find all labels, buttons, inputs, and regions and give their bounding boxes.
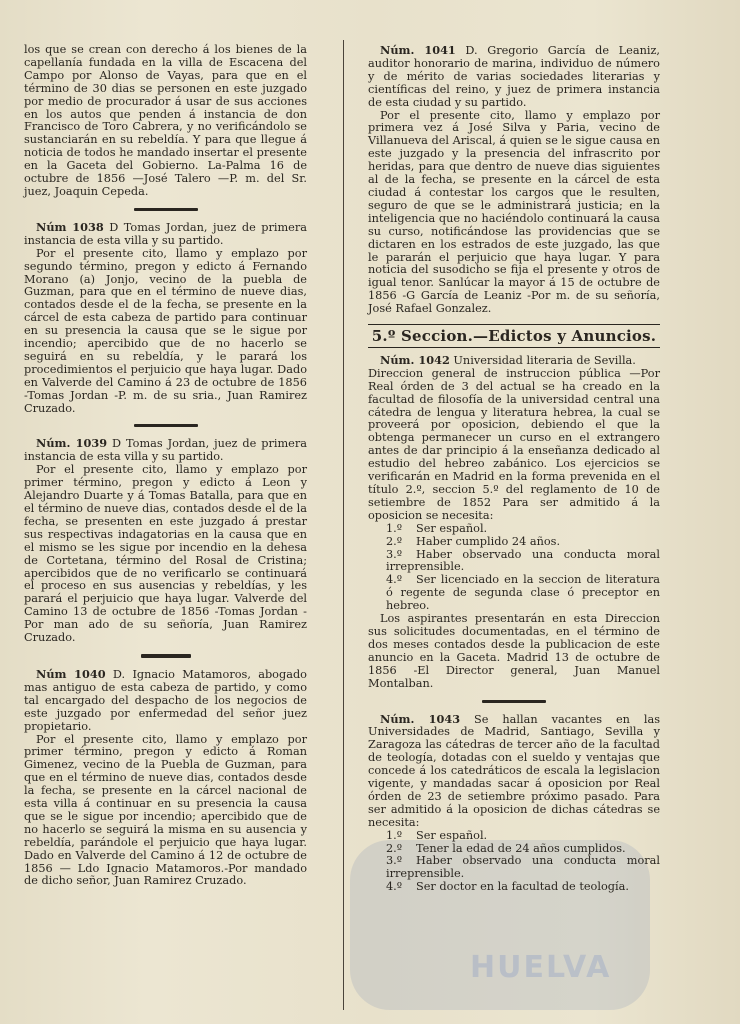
notice-1038: [24, 221, 307, 416]
separator-rule: [134, 424, 198, 427]
requirements-list: [368, 523, 660, 613]
notice-1041: [368, 44, 660, 316]
right-column: [368, 44, 660, 896]
notice-heading: D Tomas Jordan, juez de primera instancia de esta villa y su partido.: [24, 437, 307, 464]
notice-1042: [368, 354, 660, 691]
notice-1040: [24, 668, 307, 888]
separator-rule: [134, 208, 198, 211]
column-divider: [343, 40, 344, 1010]
list-item: 2.º Tener la edad de 24 años cumplidos.: [386, 841, 626, 855]
list-item: 3.º Haber observado una conducta moral irreprensible.: [386, 547, 660, 574]
notice-closing: Los aspirantes presentarán en esta Direccion sus solicitudes documentadas, en el término de dos meses contados desde la publicacion de este anuncio en la Gaceta. Madrid 13 de octubre de 1856 -El Director general, Juan Manuel Montalban.: [368, 612, 660, 690]
section-title: 5.º Seccion.—Edictos y Anuncios.: [368, 324, 660, 348]
notice-number: Núm. 1041: [380, 43, 456, 57]
notice-body: Se hallan vacantes en las Universidades de Madrid, Santiago, Sevilla y Zaragoza las cátedras de tercer año de la facultad de teología, dotadas con el sueldo y ventajas que concede á los catedráticos de escala la legislacion vigente, y mandadas sacar á oposicion por Real órden de 23 de setiembre próximo pasado. Para ser admitido á la oposicion de dichas cátedras se necesita:: [368, 712, 660, 829]
list-item: 2.º Haber cumplido 24 años.: [386, 534, 561, 548]
notice-body: Por el presente cito, llamo y emplazo por primer término, pregon y edicto á Roman Gimenez, vecino de la Puebla de Guzman, para que en el término de nueve dias, contados desde la fecha, se presente en la cárcel nacional de esta villa á continuar en su presencia la causa que se le sigue por incendio; apercibido que de no hacerlo se seguirá la misma en su ausencia y rebeldía, parándole el perjuicio que haya lugar. Dado en Valverde del Camino á 12 de octubre de 1856 — Ldo Ignacio Matamoros.-Por mandado de dicho señor, Juan Ramirez Cruzado.: [24, 732, 307, 888]
notice-number: Núm 1040: [36, 666, 106, 681]
notice-number: Núm. 1042: [380, 352, 450, 367]
separator-rule: [141, 654, 191, 658]
continued-notice: los que se crean con derecho á los bienes de la capellanía fundada en la villa de Escacena del Campo por Alonso de Vayas, para que en el término de 30 dias se personen en este juzgado por medio de procurador á usar de sus acciones en los autos que penden á instancia de don Francisco de Toro Cabrera, y no verificándolo se sustanciarán en su rebeldía. Y para que llegue á noticia de todos he mandado insertar el presente en la Gaceta del Gobierno. La-Palma 16 de octubre de 1856 —José Talero —P. m. del Sr. juez, Joaquin Cepeda.: [24, 43, 307, 198]
list-item: 1.º Ser español.: [386, 828, 488, 842]
notice-number: Núm. 1039: [36, 436, 108, 451]
notice-number: Núm 1038: [36, 219, 104, 234]
list-item: 4.º Ser licenciado en la seccion de literatura ó regente de segunda clase ó preceptor en hebreo.: [386, 573, 660, 613]
watermark-text: HUELVA: [470, 950, 612, 985]
separator-rule: [482, 700, 546, 703]
notice-heading: Universidad literaria de Sevilla.: [449, 353, 636, 367]
left-column: [24, 44, 307, 890]
notice-body: Por el presente cito, llamo y emplazo por segundo término, pregon y edicto á Fernando Morano (a) Jonjo, vecino de la puebla de Guzman, para que en el término de nueve dias, contados desde el de la fecha, se presente en la cárcel de esta cabeza de partido para continuar en su presencia la causa que se le sigue por incendio; apercibido que de no hacerlo se seguirá en su rebeldía, y le parará los procedimientos el perjuicio que haya lugar. Dado en Valverde del Camino á 23 de octubre de 1856 -Tomas Jordan -P. m. de su sria., Juan Ramirez Cruzado.: [24, 246, 307, 415]
notice-heading: D. Gregorio García de Leaniz, auditor honorario de marina, individuo de número y de mérito de varias sociedades literarias y científicas del reino, y juez de primera instancia de esta ciudad y su partido.: [368, 44, 660, 109]
requirements-list: [368, 830, 660, 895]
notice-number: Núm. 1043: [380, 711, 461, 726]
notice-body: Direccion general de instruccion pública —Por Real órden de 3 del actual se ha creado en la facultad de filosofía de la universidad central una cátedra de lengua y literatura hebrea, la cual se proveerá por oposicion, debiendo el que la obtenga permanecer un curso en el extrangero antes de dar principio á la enseñanza dedicado al estudio del hebreo zabánico. Los ejercicios se verificarán en Madrid en la forma prevenida en el título 2.º, seccion 5.º del reglamento de 10 de setiembre de 1852 Para ser admitido á la oposicion se necesita:: [368, 366, 660, 522]
list-item: 1.º Ser español.: [386, 521, 488, 535]
notice-body: Por el presente cito, llamo y emplazo por primera vez á José Silva y Paria, vecino de Villanueva del Ariscal, á quien se le sigue causa en este juzgado y la presencia del infrascrito por heridas, para que dentro de nueve dias siguientes al de la fecha, se presente en la cárcel de esta ciudad á contestar los cargos que le resulten, seguro de que se le administrará justicia; en la inteligencia que no haciéndolo continuará la causa su curso, notificándose las providencias que se dictaren en los estrados de este juzgado, las que le pararán el perjuicio que haya lugar. Y para noticia del susodicho se fija el presente y otros de igual tenor. Sanlúcar la mayor á 15 de octubre de 1856 -G García de Leaniz -Por m. de su señoría, José Rafael Gonzalez.: [368, 108, 661, 316]
notice-1039: [24, 437, 307, 645]
notice-1043: [368, 713, 660, 895]
list-item: 3.º Haber observado una conducta moral irreprensible.: [386, 854, 660, 881]
list-item: 4.º Ser doctor en la facultad de teología.: [386, 880, 629, 894]
notice-heading: D Tomas Jordan, juez de primera instancia de esta villa y su partido.: [24, 220, 307, 247]
notice-heading: D. Ignacio Matamoros, abogado mas antiguo de esta cabeza de partido, y como tal encargado del despacho de los negocios de este juzgado por enfermedad del señor juez propietario.: [24, 667, 307, 733]
notice-body: Por el presente cito, llamo y emplazo por primer término, pregon y edicto á Leon y Alejandro Duarte y á Tomas Batalla, para que en el término de nueve dias, contados desde el de la fecha, se presenten en este juzgado á prestar sus respectivas indagatorias en la causa que en el mismo se les sigue por incendio en la dehesa de Cortetana, término del Rosal de Cristina; apercibidos que de no verificarlo se continuará el proceso en sus ausencias y rebeldías, y les parará el perjuicio que haya lugar. Valverde del Camino 13 de octubre de 1856 -Tomas Jordan -Por man ado de su señoría, Juan Ramirez Cruzado.: [24, 463, 307, 645]
